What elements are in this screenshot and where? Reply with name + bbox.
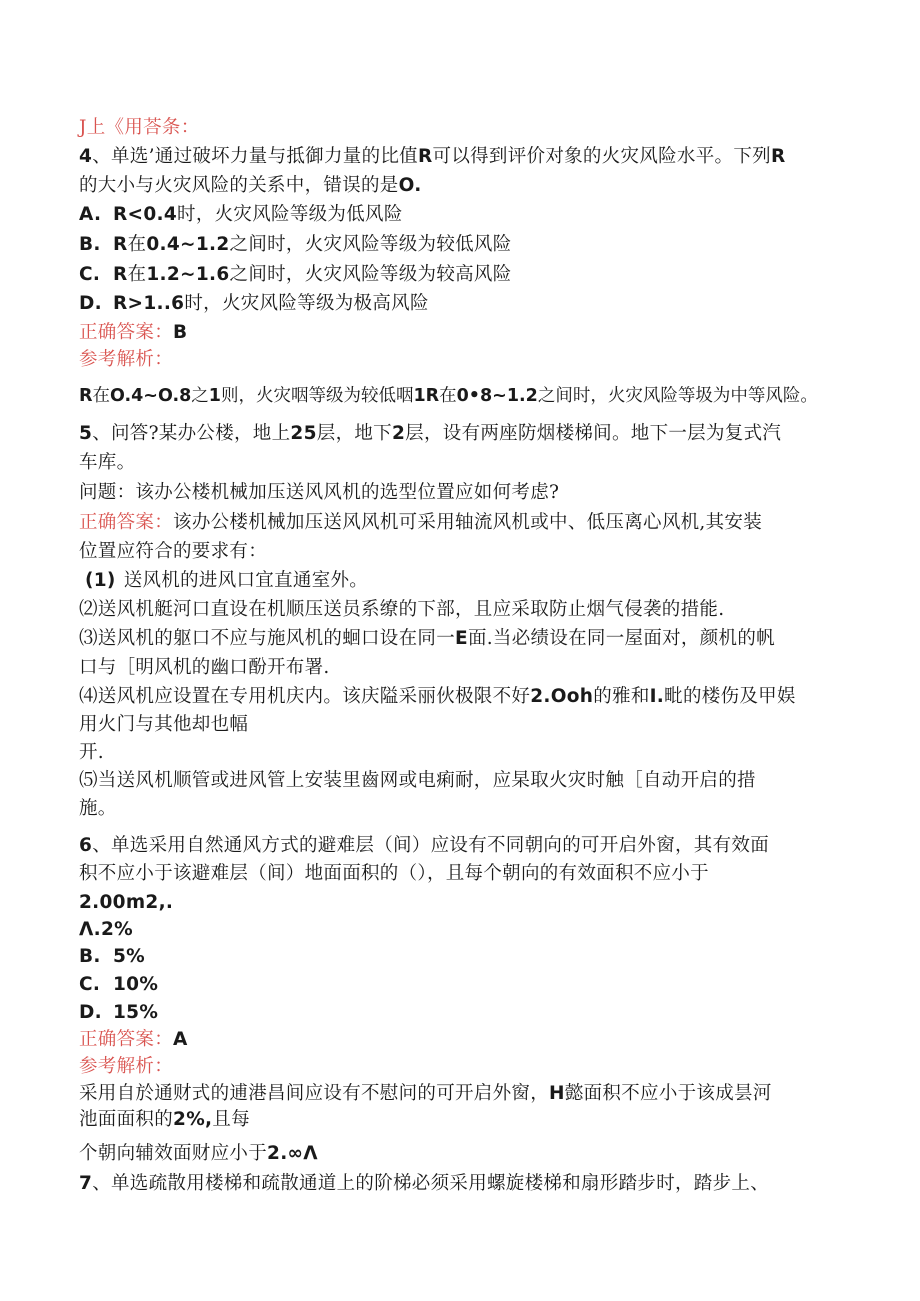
option-text: 之间时，火灾风险等级为较高风险 [229, 264, 512, 285]
option-key: A. [79, 204, 102, 225]
option-key: D. [79, 293, 102, 314]
analysis-bold: 2.∞Λ [267, 1143, 318, 1164]
q6-option-d [79, 1001, 158, 1025]
analysis-bold: H [549, 1083, 565, 1104]
q6-analysis-line1 [79, 1082, 772, 1106]
option-r: R [113, 264, 128, 285]
q5-text: 层，地下 [316, 423, 392, 444]
option-text-a: 在 [127, 264, 147, 285]
analysis-text: 在 [92, 386, 110, 406]
analysis-text: 则，火灾咽等级为较低咽 [220, 386, 414, 406]
q4-stem-text-a: 、单选’通过破坏力量与抵御力量的比值 [92, 146, 418, 167]
q5-item-2: ⑵送风机艇河口直设在机顺压送员系缭的下部，且应采取防止烟气侵袭的措能. [79, 599, 725, 620]
item-text: ⑷送风机应设置在专用机庆内。该庆隘采丽伙极限不好 [79, 686, 531, 707]
q5-item-4-cont: 用火门与其他却也幅 [79, 714, 249, 735]
item-text: ⑶送风机的躯口不应与施风机的蛔口设在同一 [79, 628, 456, 649]
q4-option-d [79, 292, 429, 316]
q6-option-c [79, 973, 158, 997]
q6-text: 、单选采用自然通风方式的避难层（间）应设有不同朝向的可开启外窗，其有效面 [92, 835, 769, 856]
q5-answer-line1 [79, 511, 762, 535]
analysis-text: 之间时，火灾风险等圾为中等风险。 [537, 386, 818, 406]
q5-item-3-cont: 口与［明风机的幽口酚开布署. [79, 657, 330, 678]
option-key: C. [79, 264, 101, 285]
item-text-bold: E [455, 628, 468, 649]
option-key: D. [79, 1002, 102, 1023]
option-r: R [113, 234, 128, 255]
option-text: 之间时，火灾风险等级为较低风险 [229, 234, 512, 255]
option-value: 5% [113, 946, 146, 967]
answer-value: B [173, 322, 188, 343]
answer-text: 该办公楼机械加压送风风机可采用轴流风机或中、低压离心风机,其安装 [173, 512, 762, 533]
answer-label: 正确答案： [79, 322, 174, 343]
q5-text: 、问答?某办公楼，地上 [92, 423, 291, 444]
analysis-text: 懿面积不应小于该成昙河 [564, 1083, 772, 1104]
item-text: 送风机的进风口宜直通室外。 [123, 570, 369, 591]
item-text-bold: 2.Ooh [530, 686, 594, 707]
q7-stem-line1 [79, 1172, 769, 1196]
option-text: 时，火灾风险等级为低风险 [177, 204, 403, 225]
q6-number: 6 [79, 835, 93, 856]
q6-analysis-line2 [79, 1108, 250, 1132]
answer-label: 正确答案： [79, 1029, 174, 1050]
q5-number: 5 [79, 423, 93, 444]
q4-option-b [79, 233, 512, 257]
q6-answer [79, 1028, 188, 1052]
option-text: 时，火灾风险等级为极高风险 [184, 293, 429, 314]
q4-stem-text-b: 可以得到评价对象的火灾风险水平。下列 [432, 146, 771, 167]
option-value: 15% [113, 1002, 159, 1023]
q7-number: 7 [79, 1173, 93, 1194]
q5-item-1 [79, 569, 368, 593]
q5-item-4-end: 开. [79, 742, 104, 763]
answer-value: A [173, 1029, 188, 1050]
q5-answer-line2: 位置应符合的要求有： [79, 541, 268, 562]
analysis-r: R [79, 386, 93, 406]
option-key: C. [79, 974, 101, 995]
q5-item-4 [79, 685, 796, 709]
q5-floors-above: 25 [290, 423, 317, 444]
q7-text: 、单选疏散用楼梯和疏散通道上的阶梯必须采用螺旋楼梯和扇形踏步时，踏步上、 [92, 1173, 769, 1194]
q5-question: 问题：该办公楼机械加压送风风机的选型位置应如何考虑? [79, 482, 560, 503]
item-text: 面.当必绩设在同一屋面对，颜机的帆 [467, 628, 775, 649]
q5-stem-line1 [79, 422, 781, 446]
q4-r-symbol-b: R [770, 146, 786, 167]
analysis-text: 且每 [212, 1109, 250, 1130]
q4-stem-end: O. [398, 175, 422, 196]
q4-option-a [79, 203, 403, 227]
q6-stem-line2: 积不应小于该避难层（间）地面面积的（），且每个朝向的有效面积不应小于 [79, 863, 709, 884]
analysis-text: 个朝向辅效面财应小于 [79, 1143, 268, 1164]
prev-answer-label: J上《用荅条： [79, 117, 200, 138]
q6-option-a: Λ.2% [79, 919, 133, 940]
q6-analysis-line3 [79, 1142, 318, 1166]
q4-answer [79, 321, 187, 345]
option-range: 0.4~1.2 [146, 234, 230, 255]
analysis-text: 池面面积的 [79, 1109, 174, 1130]
q6-stem-line1 [79, 834, 769, 858]
item-number: (1) [85, 570, 116, 591]
analysis-num: 1 [208, 386, 221, 406]
q4-analysis-label: 参考解析： [79, 349, 174, 370]
q4-stem-text-c: 的大小与火灾风险的关系中，错误的是 [79, 175, 399, 196]
option-range: 1.2~1.6 [146, 264, 230, 285]
item-text: 毗的楼伤及甲娱 [664, 686, 796, 707]
q4-r-symbol-a: R [417, 146, 433, 167]
option-text-a: 在 [127, 234, 147, 255]
analysis-text: 采用自於通财式的逋港昌间应设有不慰问的可开启外窗， [79, 1083, 550, 1104]
q6-option-b [79, 945, 145, 969]
q4-number: 4 [79, 146, 93, 167]
q6-stem-line3: 2.00m2,. [79, 892, 174, 913]
analysis-text: 在 [439, 386, 457, 406]
q4-analysis [79, 384, 818, 408]
q4-stem-line1 [79, 145, 785, 169]
q5-item-3 [79, 627, 775, 651]
option-range: R>1..6 [113, 293, 185, 314]
q5-item-5: ⑸当送风机顺管或进风管上安装里齒网或电痢耐，应杲取火灾时触［自动开启的措 [79, 770, 756, 791]
option-range: R<0.4 [113, 204, 178, 225]
item-text: 的雅和 [593, 686, 650, 707]
analysis-range: 0•8~1.2 [456, 386, 538, 406]
analysis-range: O.4~O.8 [109, 386, 192, 406]
item-text-bold: I. [649, 686, 665, 707]
analysis-text: 之 [191, 386, 209, 406]
q5-stem-line2: 车库。 [79, 452, 136, 473]
answer-label: 正确答案： [79, 512, 174, 533]
option-value: 10% [113, 974, 159, 995]
q6-analysis-label: 参考解析： [79, 1056, 174, 1077]
option-key: B. [79, 946, 101, 967]
analysis-bold: 2%, [173, 1109, 213, 1130]
q5-text: 层，设有两座防烟楼梯间。地下一层为复式汽 [405, 423, 782, 444]
analysis-r: 1R [413, 386, 440, 406]
q5-item-5-cont: 施。 [79, 798, 117, 819]
q5-floors-below: 2 [391, 423, 406, 444]
q4-stem-line2 [79, 174, 422, 198]
option-key: B. [79, 234, 101, 255]
q4-option-c [79, 263, 512, 287]
